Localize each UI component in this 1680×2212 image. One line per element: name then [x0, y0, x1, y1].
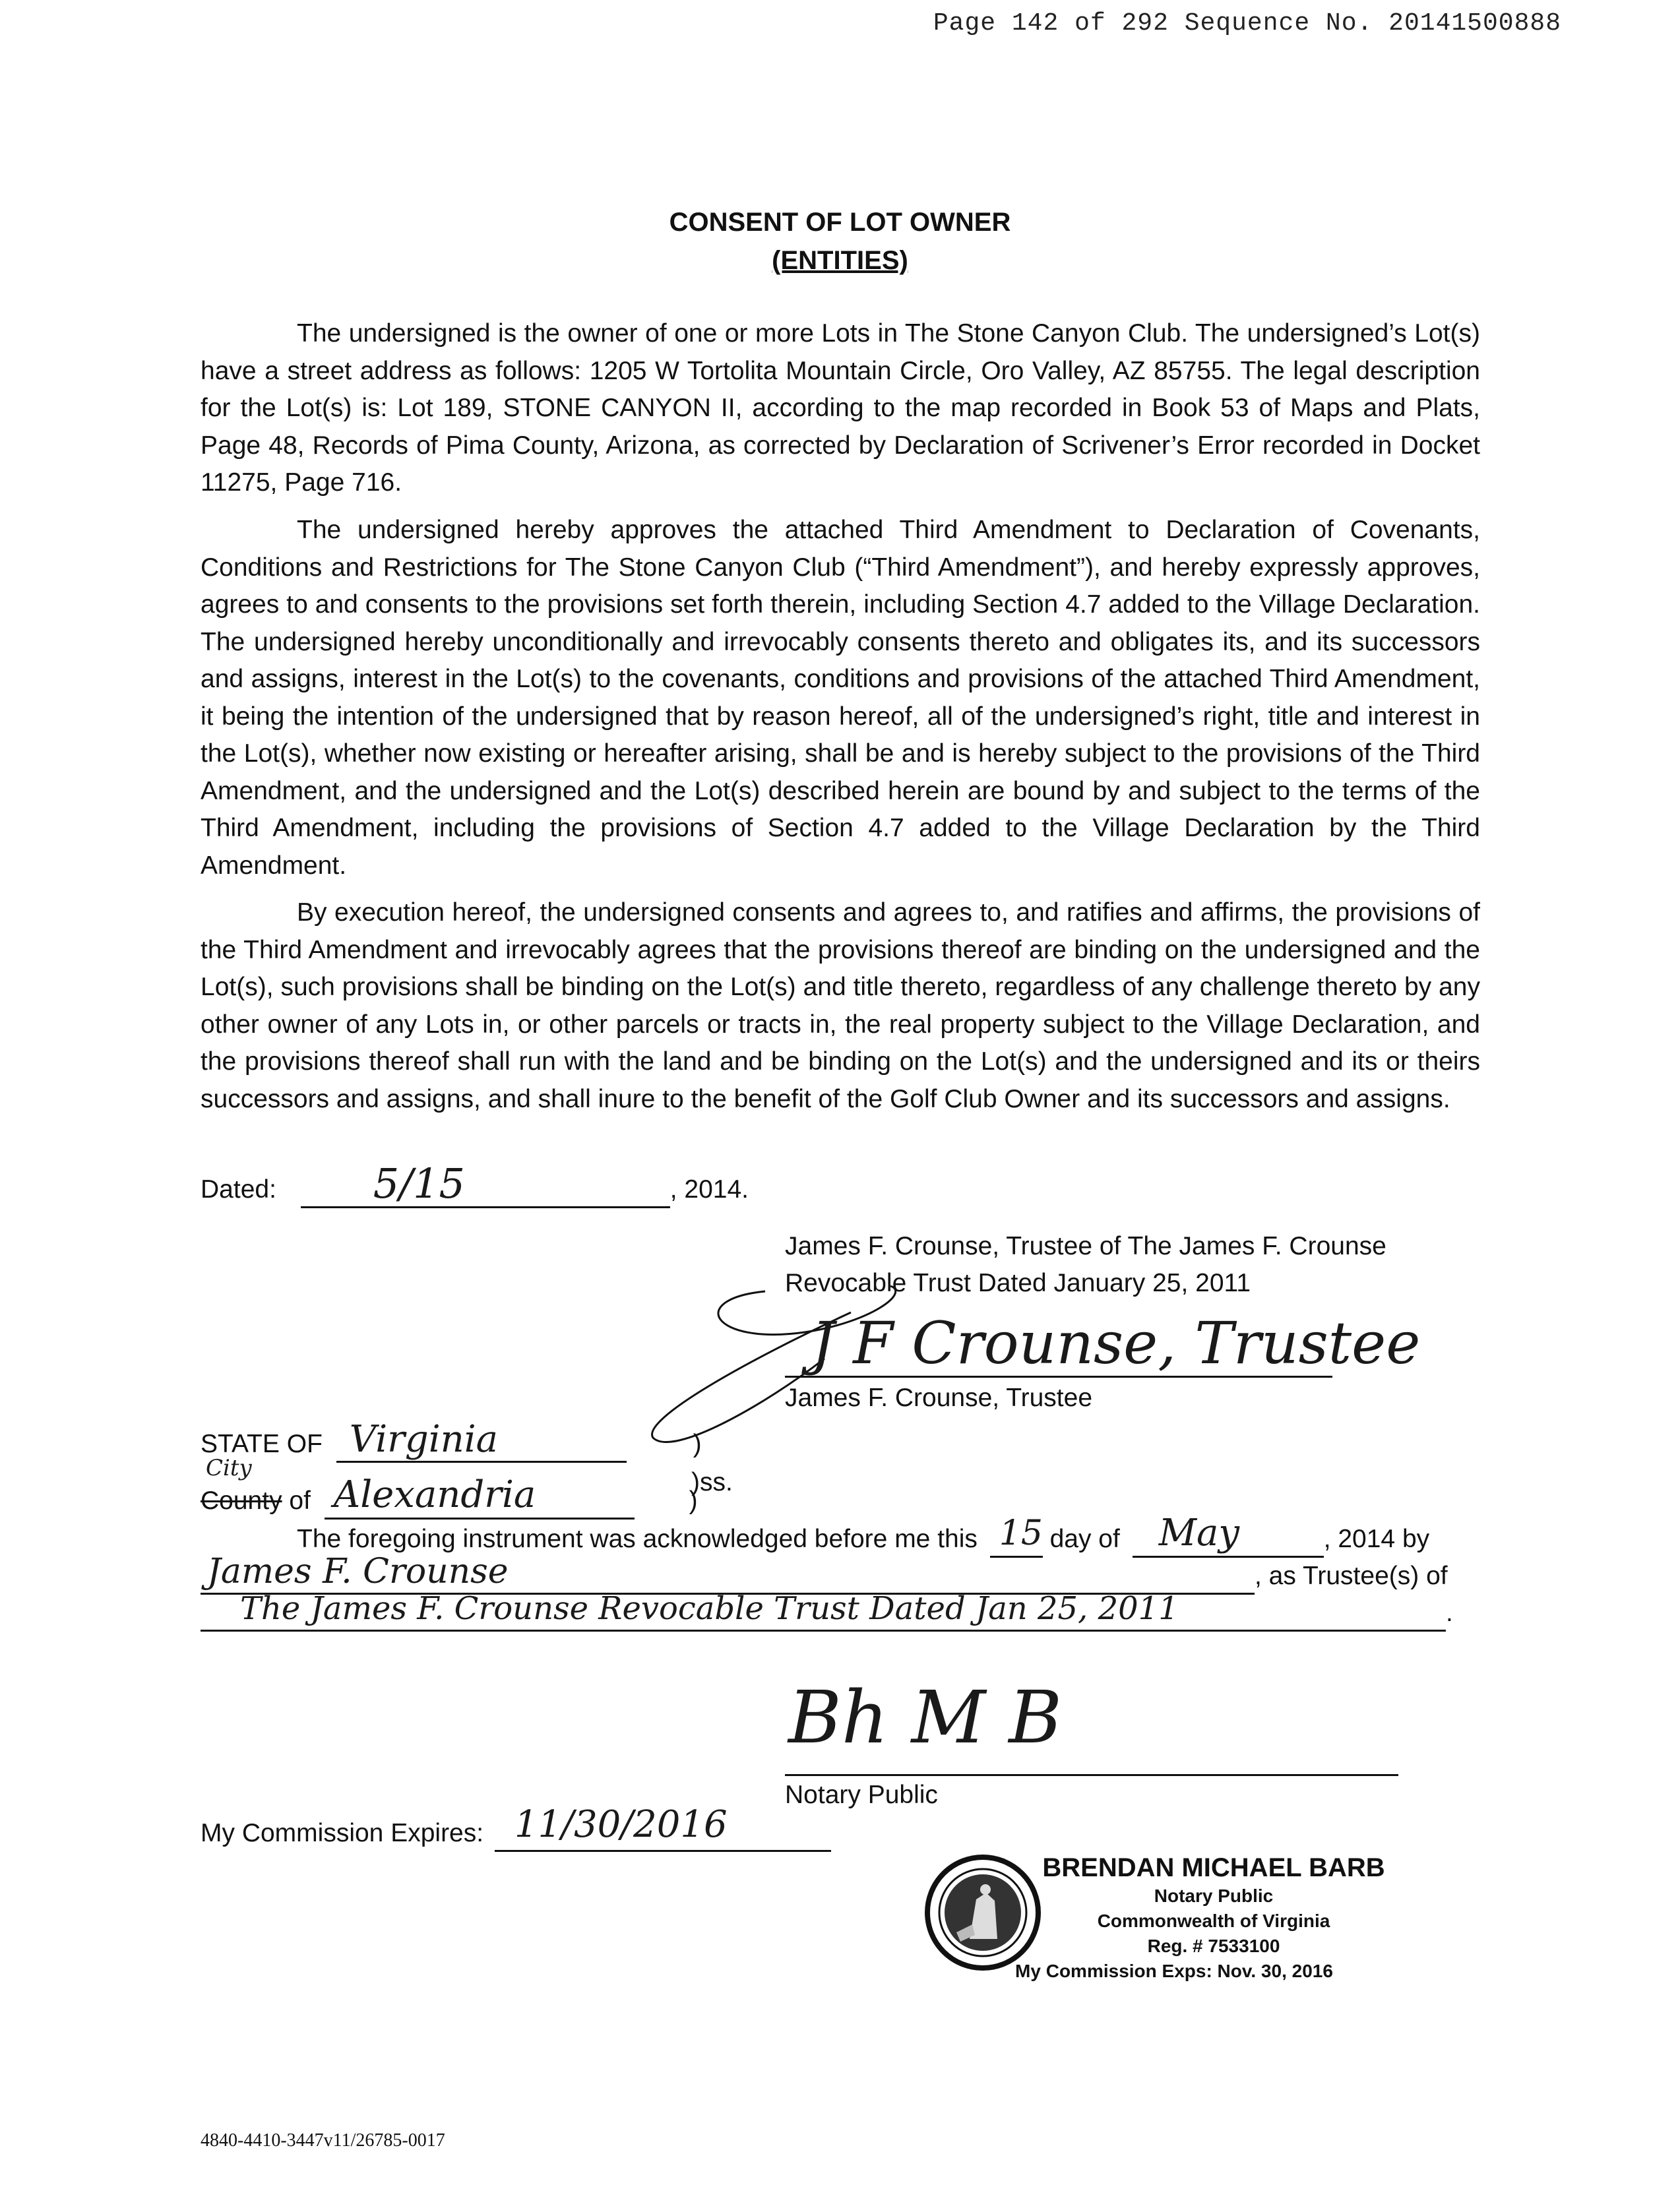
dated-handwritten: 5/15	[373, 1159, 465, 1208]
state-line	[201, 1418, 702, 1463]
ack-trust-blank	[201, 1590, 1446, 1632]
ack-month-blank	[1133, 1512, 1324, 1558]
state-paren: )	[693, 1430, 702, 1458]
county-paren: )	[689, 1487, 698, 1515]
commission-handwritten: 11/30/2016	[514, 1803, 728, 1846]
ack-trust-name: The James F. Crounse Revocable Trust Dated Jan 25, 2011	[240, 1590, 1179, 1627]
ack-day: 15	[999, 1514, 1043, 1553]
signatory-name-line: James F. Crounse, Trustee	[785, 1384, 1093, 1412]
title-line-1: CONSENT OF LOT OWNER	[669, 208, 1011, 237]
dated-label: Dated:	[201, 1175, 276, 1204]
stamp-state: Commonwealth of Virginia	[1097, 1911, 1330, 1931]
commission-blank	[495, 1803, 831, 1852]
paragraph-1-text: The undersigned is the owner of one or more Lots in The Stone Canyon Club. The undersigned’s Lot(s) have a street address as follows: 1205 W Tortolita Mountain Circle, Oro Valley, AZ 85755. The legal description for the Lot(s) is: Lot 189, STONE CANYON II, according to the map recorded in Book 53 of Maps and Plats, Page 48, Records of Pima County, Arizona, as corrected by Declaration of Scrivener’s Error recorded in Docket 11275, Page 716.	[201, 319, 1480, 497]
ack-year-by: , 2014 by	[1323, 1525, 1430, 1553]
notary-label: Notary Public	[785, 1781, 938, 1809]
state-handwritten: Virginia	[349, 1418, 498, 1461]
county-label: County	[201, 1487, 282, 1515]
notary-stamp	[1016, 1852, 1412, 1984]
trustee-signature: J F Crounse, Trustee	[811, 1309, 1421, 1377]
signature-rule	[785, 1376, 1332, 1378]
county-correction: City	[206, 1455, 252, 1481]
stamp-exp: My Commission Exps: Nov. 30, 2016	[1015, 1961, 1333, 1981]
dated-year: , 2014.	[669, 1175, 749, 1204]
ack-prefix: The foregoing instrument was acknowledged before me this	[297, 1525, 978, 1553]
ack-period: .	[1446, 1599, 1453, 1627]
ack-month: May	[1158, 1512, 1240, 1554]
title-line-2: (ENTITIES)	[772, 246, 908, 275]
signatory-line-2: Revocable Trust Dated January 25, 2011	[785, 1269, 1251, 1297]
paragraph-2	[201, 512, 1480, 884]
county-of: of	[289, 1487, 311, 1515]
ack-day-of: day of	[1049, 1525, 1120, 1553]
notary-signature: Bh M B	[788, 1675, 1063, 1760]
paragraph-2-text: The undersigned hereby approves the attached Third Amendment to Declaration of Covenants, Conditions and Restrictions for The Stone Canyon Club (“Third Amendment”), and hereby expressly approves, agrees to and consents to the provisions set forth therein, including Section 4.7 added to the Village Declaration. The undersigned hereby unconditionally and irrevocably consents thereto and obligates its, and its successors and assigns, interest in the Lot(s) to the covenants, conditions and provisions of the attached Third Amendment, it being the intention of the undersigned that by reason hereof, all of the undersigned’s right, title and interest in the Lot(s), whether now existing or hereafter arising, shall be and is hereby subject to the provisions of the Third Amendment, and the undersigned and the Lot(s) described herein are bound by and subject to the terms of the Third Amendment, including the provisions of Section 4.7 added to the Village Declaration by the Third Amendment.	[201, 516, 1480, 880]
dated-blank	[301, 1159, 670, 1208]
document-title	[0, 203, 1680, 280]
commission-label: My Commission Expires:	[201, 1819, 484, 1847]
county-line	[201, 1473, 698, 1520]
signatory-line-1: James F. Crounse, Trustee of The James F. Crounse	[785, 1232, 1386, 1260]
stamp-reg: Reg. # 7533100	[1147, 1936, 1280, 1956]
paragraph-3	[201, 894, 1480, 1118]
county-blank	[325, 1473, 635, 1520]
stamp-name: BRENDAN MICHAEL BARB	[1042, 1853, 1385, 1882]
state-blank	[336, 1418, 627, 1463]
stamp-title: Notary Public	[1154, 1886, 1274, 1906]
ack-line-2	[201, 1552, 1448, 1595]
ack-as-trustee: , as Trustee(s) of	[1255, 1562, 1448, 1590]
ack-line-3	[201, 1590, 1453, 1632]
county-handwritten: Alexandria	[333, 1473, 536, 1516]
commission-line	[201, 1803, 831, 1852]
document-footer-id: 4840-4410-3447v11/26785-0017	[201, 2130, 445, 2151]
dated-line	[201, 1159, 749, 1208]
state-label: STATE OF	[201, 1430, 323, 1458]
notary-signature-rule	[785, 1774, 1398, 1776]
page-header: Page 142 of 292 Sequence No. 20141500888	[933, 9, 1561, 38]
ss-marker: )ss.	[691, 1468, 733, 1496]
ack-day-blank	[990, 1514, 1043, 1558]
paragraph-1	[201, 315, 1480, 502]
ack-name: James F. Crounse	[207, 1552, 509, 1591]
paragraph-3-text: By execution hereof, the undersigned consents and agrees to, and ratifies and affirms, the provisions of the Third Amendment and irrevocably agrees that the provisions thereof are binding on the undersigned and the Lot(s), such provisions shall be binding on the Lot(s) and title thereto, regardless of any challenge thereto by any other owner of any Lots in, or other parcels or tracts in, the real property subject to the Village Declaration, and the provisions thereof shall run with the land and be binding on the Lot(s) and the undersigned and its or theirs successors and assigns, and shall inure to the benefit of the Golf Club Owner and its successors and assigns.	[201, 898, 1480, 1113]
